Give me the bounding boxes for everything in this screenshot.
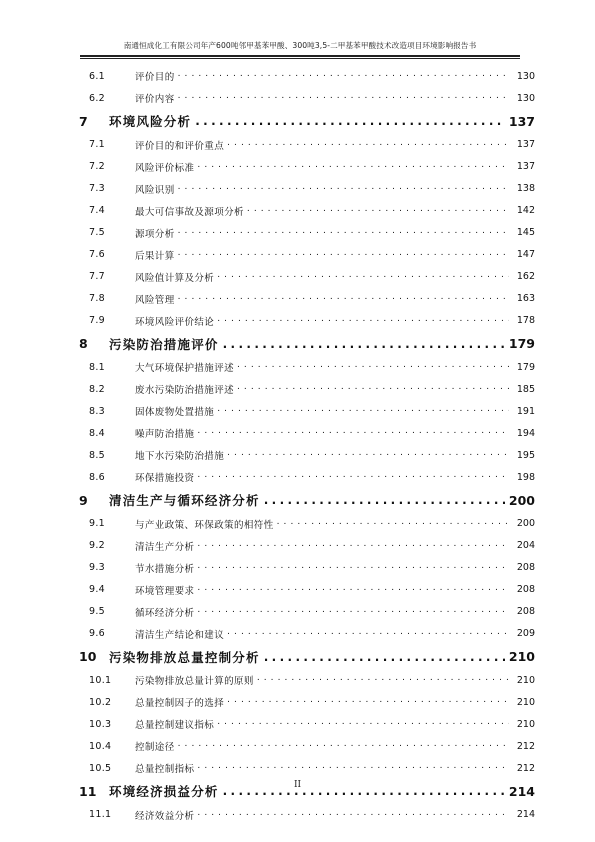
toc-entry-page: 178 xyxy=(516,315,535,326)
toc-entry-page: 130 xyxy=(516,70,535,82)
toc-chapter-entry[interactable] xyxy=(79,332,535,357)
toc-entry-page: 204 xyxy=(516,540,535,551)
toc-entry-number: 9.2 xyxy=(89,540,106,551)
toc-entry-page: 214 xyxy=(508,783,535,799)
toc-section-entry[interactable] xyxy=(79,601,535,623)
toc-entry-number: 10 xyxy=(79,649,97,665)
toc-entry-page: 162 xyxy=(516,271,535,282)
toc-section-entry[interactable] xyxy=(79,623,535,645)
toc-entry-number: 7.1 xyxy=(89,139,106,150)
toc-entry-number: 9.4 xyxy=(89,584,106,595)
toc-entry-number: 10.2 xyxy=(89,696,112,708)
toc-entry-title: 环境管理要求 xyxy=(135,585,195,597)
toc-section-entry[interactable] xyxy=(79,579,535,601)
toc-entry-title: 风险评价标准 xyxy=(135,162,195,174)
toc-entry-page: 212 xyxy=(516,762,535,774)
toc-dot-leader xyxy=(178,227,509,239)
toc-entry-number: 7.5 xyxy=(89,227,106,238)
toc-section-entry[interactable] xyxy=(79,87,535,109)
toc-entry-page: 130 xyxy=(516,92,535,104)
toc-entry-number: 7.7 xyxy=(89,271,106,282)
page-header: 南通恒成化工有限公司年产600吨邻甲基苯甲酸、300吨3,5-二甲基苯甲酸技术改造项目环境影响报告书 xyxy=(123,41,477,50)
toc-section-entry[interactable] xyxy=(79,134,535,156)
toc-section-entry[interactable] xyxy=(79,804,535,826)
toc-entry-page: 138 xyxy=(516,183,535,194)
toc-entry-page: 137 xyxy=(508,113,535,129)
toc-dot-leader xyxy=(197,809,509,821)
toc-entry-page: 137 xyxy=(516,139,535,150)
toc-dot-leader xyxy=(257,674,509,686)
toc-dot-leader xyxy=(178,740,509,752)
toc-entry-title: 节水措施分析 xyxy=(135,563,195,575)
toc-dot-leader xyxy=(217,405,509,417)
toc-entry-number: 10.3 xyxy=(89,718,112,730)
toc-entry-title: 噪声防治措施 xyxy=(135,429,195,440)
toc-section-entry[interactable] xyxy=(79,65,535,87)
toc-entry-page: 208 xyxy=(516,606,535,617)
toc-entry-title: 风险管理 xyxy=(135,294,175,306)
toc-entry-page: 208 xyxy=(516,562,535,573)
toc-chapter-entry[interactable] xyxy=(79,645,535,670)
toc-entry-number: 8.1 xyxy=(89,361,106,373)
toc-dot-leader xyxy=(197,427,509,439)
toc-section-entry[interactable] xyxy=(79,288,535,310)
toc-dot-leader xyxy=(197,562,509,574)
toc-section-entry[interactable] xyxy=(79,444,535,466)
toc-entry-title: 源项分析 xyxy=(135,228,175,240)
toc-entry-number: 6.2 xyxy=(89,92,106,104)
toc-entry-number: 11.1 xyxy=(89,809,112,820)
toc-entry-page: 214 xyxy=(516,809,535,820)
toc-section-entry[interactable] xyxy=(79,513,535,535)
toc-entry-title: 环境经济损益分析 xyxy=(109,784,219,800)
toc-entry-title: 污染物排放总量计算的原则 xyxy=(135,676,254,687)
toc-entry-number: 7.2 xyxy=(89,161,106,172)
header-rule-thin xyxy=(80,58,520,59)
toc-entry-title: 控制途径 xyxy=(135,742,175,753)
toc-dot-leader xyxy=(264,651,505,663)
toc-entry-title: 评价目的 xyxy=(135,72,175,83)
toc-entry-title: 环境风险评价结论 xyxy=(135,316,215,328)
toc-entry-number: 8 xyxy=(79,336,88,352)
toc-entry-title: 废水污染防治措施评述 xyxy=(135,385,235,396)
toc-entry-title: 环境风险分析 xyxy=(109,114,192,130)
toc-entry-number: 8.3 xyxy=(89,405,106,417)
toc-entry-number: 9.3 xyxy=(89,562,106,573)
toc-entry-title: 经济效益分析 xyxy=(135,810,195,822)
toc-entry-title: 清洁生产与循环经济分析 xyxy=(109,493,260,509)
toc-entry-page: 200 xyxy=(508,492,535,508)
toc-entry-number: 10.1 xyxy=(89,674,112,686)
toc-entry-page: 198 xyxy=(516,471,535,483)
toc-dot-leader xyxy=(247,205,509,217)
toc-entry-number: 8.6 xyxy=(89,471,106,483)
toc-dot-leader xyxy=(237,383,509,395)
toc-entry-page: 137 xyxy=(516,161,535,172)
toc-section-entry[interactable] xyxy=(79,757,535,779)
toc-dot-leader xyxy=(227,628,509,640)
toc-entry-title: 风险识别 xyxy=(135,184,175,196)
toc-dot-leader xyxy=(195,115,505,127)
toc-section-entry[interactable] xyxy=(79,735,535,757)
toc-entry-title: 大气环境保护措施评述 xyxy=(135,363,235,374)
toc-dot-leader xyxy=(217,718,509,730)
toc-entry-title: 清洁生产结论和建议 xyxy=(135,629,225,641)
toc-section-entry[interactable] xyxy=(79,356,535,378)
toc-section-entry[interactable] xyxy=(79,310,535,332)
toc-entry-number: 10.4 xyxy=(89,740,112,752)
toc-dot-leader xyxy=(197,471,509,483)
toc-entry-page: 210 xyxy=(508,649,535,665)
toc-dot-leader xyxy=(197,161,509,173)
toc-entry-number: 11 xyxy=(79,783,97,799)
toc-dot-leader xyxy=(277,518,509,530)
toc-dot-leader xyxy=(197,762,509,774)
toc-section-entry[interactable] xyxy=(79,691,535,713)
toc-entry-number: 8.5 xyxy=(89,449,106,461)
toc-entry-page: 208 xyxy=(516,584,535,595)
toc-entry-page: 142 xyxy=(516,205,535,216)
toc-entry-page: 210 xyxy=(516,696,535,708)
toc-dot-leader xyxy=(264,494,505,506)
toc-entry-title: 风险值计算及分析 xyxy=(135,272,215,284)
toc-section-entry[interactable] xyxy=(79,378,535,400)
toc-section-entry[interactable] xyxy=(79,535,535,557)
toc-entry-title: 清洁生产分析 xyxy=(135,541,195,553)
header-rule-thick xyxy=(80,55,520,57)
toc-entry-number: 9.6 xyxy=(89,628,106,639)
toc-entry-number: 7 xyxy=(79,113,88,129)
toc-dot-leader xyxy=(227,696,509,708)
toc-entry-number: 7.9 xyxy=(89,315,106,326)
toc-entry-number: 7.8 xyxy=(89,293,106,304)
toc-section-entry[interactable] xyxy=(79,200,535,222)
toc-dot-leader xyxy=(178,92,509,104)
toc-entry-page: 145 xyxy=(516,227,535,238)
toc-dot-leader xyxy=(217,271,509,283)
toc-dot-leader xyxy=(197,540,509,552)
toc-entry-page: 195 xyxy=(516,449,535,461)
toc-chapter-entry[interactable] xyxy=(79,488,535,513)
toc-section-entry[interactable] xyxy=(79,557,535,579)
toc-entry-page: 147 xyxy=(516,249,535,260)
toc-entry-title: 固体废物处置措施 xyxy=(135,407,215,418)
toc-entry-page: 191 xyxy=(516,405,535,417)
toc-entry-number: 10.5 xyxy=(89,762,112,774)
toc-section-entry[interactable] xyxy=(79,400,535,422)
toc-dot-leader xyxy=(178,293,509,305)
toc-dot-leader xyxy=(178,183,509,195)
toc-entry-title: 循环经济分析 xyxy=(135,607,195,619)
toc-entry-page: 185 xyxy=(516,383,535,395)
toc-entry-page: 179 xyxy=(516,361,535,373)
toc-section-entry[interactable] xyxy=(79,422,535,444)
toc-entry-title: 环保措施投资 xyxy=(135,473,195,484)
page-number: II xyxy=(293,780,302,790)
toc-dot-leader xyxy=(227,449,509,461)
toc-entry-number: 7.6 xyxy=(89,249,106,260)
toc-entry-number: 8.4 xyxy=(89,427,106,439)
toc-dot-leader xyxy=(217,315,509,327)
toc-entry-number: 9.1 xyxy=(89,518,106,529)
toc-dot-leader xyxy=(178,249,509,261)
toc-entry-number: 8.2 xyxy=(89,383,106,395)
toc-entry-number: 9.5 xyxy=(89,606,106,617)
toc-dot-leader xyxy=(178,70,509,82)
toc-section-entry[interactable] xyxy=(79,178,535,200)
toc-dot-leader xyxy=(237,361,509,373)
toc-entry-page: 209 xyxy=(516,628,535,639)
toc-entry-title: 与产业政策、环保政策的相符性 xyxy=(135,519,274,531)
toc-entry-title: 地下水污染防治措施 xyxy=(135,451,225,462)
toc-chapter-entry[interactable] xyxy=(79,109,535,134)
toc-dot-leader xyxy=(223,338,505,350)
toc-entry-page: 210 xyxy=(516,674,535,686)
toc-section-entry[interactable] xyxy=(79,669,535,691)
toc-section-entry[interactable] xyxy=(79,266,535,288)
toc-entry-title: 总量控制指标 xyxy=(135,764,195,775)
toc-entry-page: 212 xyxy=(516,740,535,752)
toc-section-entry[interactable] xyxy=(79,713,535,735)
toc-entry-page: 163 xyxy=(516,293,535,304)
toc-entry-page: 200 xyxy=(516,518,535,529)
toc-entry-title: 评价目的和评价重点 xyxy=(135,140,225,152)
toc-entry-number: 9 xyxy=(79,492,88,508)
toc-section-entry[interactable] xyxy=(79,466,535,488)
toc-entry-title: 总量控制建议指标 xyxy=(135,720,215,731)
toc-dot-leader xyxy=(227,139,509,151)
toc-entry-title: 污染物排放总量控制分析 xyxy=(109,649,260,665)
toc-entry-title: 总量控制因子的选择 xyxy=(135,698,225,709)
toc-entry-page: 194 xyxy=(516,427,535,439)
toc-section-entry[interactable] xyxy=(79,222,535,244)
toc-dot-leader xyxy=(197,606,509,618)
toc-entry-number: 7.4 xyxy=(89,205,106,216)
toc-entry-number: 6.1 xyxy=(89,70,106,82)
toc-entry-page: 210 xyxy=(516,718,535,730)
toc-entry-title: 最大可信事故及源项分析 xyxy=(135,206,244,218)
toc-entry-page: 179 xyxy=(508,336,535,352)
toc-entry-title: 污染防治措施评价 xyxy=(109,336,219,352)
toc-entry-number: 7.3 xyxy=(89,183,106,194)
toc-dot-leader xyxy=(197,584,509,596)
toc-section-entry[interactable] xyxy=(79,156,535,178)
toc-entry-title: 后果计算 xyxy=(135,250,175,262)
toc-section-entry[interactable] xyxy=(79,244,535,266)
toc-entry-title: 评价内容 xyxy=(135,94,175,105)
table-of-contents xyxy=(79,65,535,826)
